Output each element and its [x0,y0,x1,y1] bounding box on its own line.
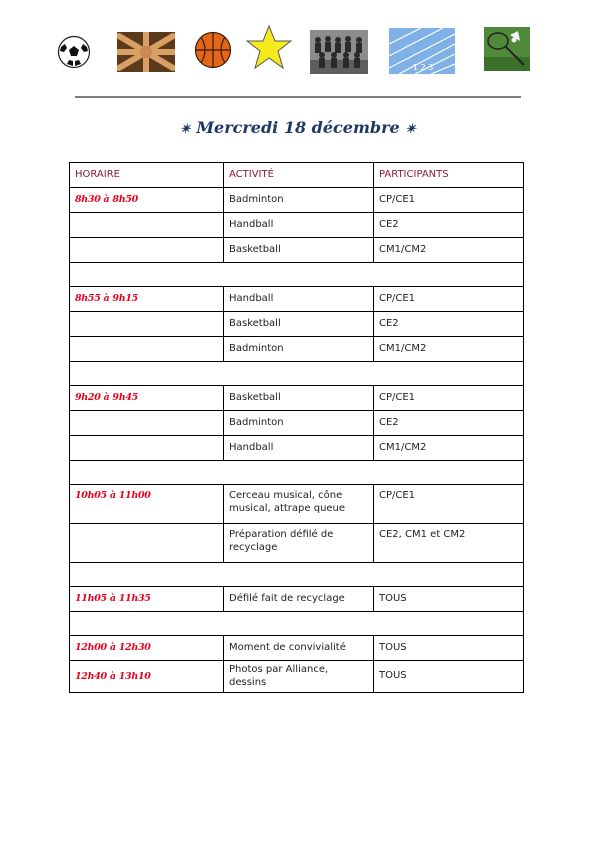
svg-text:1 2 3: 1 2 3 [413,63,434,72]
participants-cell: CE2 [374,411,524,436]
activity-cell: Basketball [224,238,374,263]
star-icon [245,24,293,70]
participants-cell: CE2, CM1 et CM2 [374,524,524,563]
participants-cell: TOUS [374,587,524,612]
basketball-icon [194,31,232,69]
table-row [70,636,524,661]
table-row [70,436,524,461]
activity-cell: Handball [224,287,374,312]
time-cell: 12h40 à 13h10 [70,661,224,693]
spacer-cell [70,263,524,287]
schedule-table [69,162,524,693]
time-cell [70,524,224,563]
table-row [70,312,524,337]
table-row [70,411,524,436]
header-icons [0,0,596,90]
table-row [70,238,524,263]
time-cell: 9h20 à 9h45 [70,386,224,411]
participants-cell: CM1/CM2 [374,337,524,362]
team-photo-icon [310,30,368,74]
participants-cell: CM1/CM2 [374,238,524,263]
activity-cell: Badminton [224,337,374,362]
activity-cell: Badminton [224,188,374,213]
activity-cell: Cerceau musical, cône musical, attrape queue [224,485,374,524]
page-title [0,118,596,137]
activity-cell: Défilé fait de recyclage [224,587,374,612]
activity-cell: Moment de convivialité [224,636,374,661]
activity-cell: Badminton [224,411,374,436]
time-cell [70,337,224,362]
header-activite: ACTIVITÉ [224,163,374,188]
table-row [70,485,524,524]
spacer-row [70,461,524,485]
spacer-cell [70,612,524,636]
time-cell: 8h55 à 9h15 [70,287,224,312]
activity-cell: Basketball [224,312,374,337]
time-cell: 8h30 à 8h50 [70,188,224,213]
table-header-row [70,163,524,188]
table-row [70,213,524,238]
title-star-right-icon: ✴ [405,122,417,137]
badminton-icon [484,27,530,71]
participants-cell: CP/CE1 [374,386,524,411]
table-row [70,524,524,563]
participants-cell: TOUS [374,636,524,661]
participants-cell: CM1/CM2 [374,436,524,461]
header-horaire: HORAIRE [70,163,224,188]
table-row [70,386,524,411]
participants-cell: CE2 [374,213,524,238]
table-row [70,587,524,612]
header-divider [75,96,521,98]
activity-cell: Préparation défilé de recyclage [224,524,374,563]
activity-cell: Basketball [224,386,374,411]
participants-cell: CE2 [374,312,524,337]
table-row [70,287,524,312]
table-row [70,337,524,362]
activity-cell: Handball [224,436,374,461]
participants-cell: CP/CE1 [374,287,524,312]
spacer-row [70,362,524,386]
time-cell: 10h05 à 11h00 [70,485,224,524]
spacer-cell [70,362,524,386]
table-row [70,661,524,693]
header-participants: PARTICIPANTS [374,163,524,188]
soccer-ball-icon [57,35,91,69]
spacer-row [70,612,524,636]
running-track-icon [389,28,455,74]
time-cell [70,213,224,238]
participants-cell: TOUS [374,661,524,693]
spacer-cell [70,461,524,485]
time-cell: 11h05 à 11h35 [70,587,224,612]
time-cell [70,312,224,337]
activity-cell: Handball [224,213,374,238]
time-cell [70,436,224,461]
spacer-row [70,563,524,587]
participants-cell: CP/CE1 [374,485,524,524]
title-star-left-icon: ✴ [179,122,191,137]
time-cell [70,411,224,436]
title-text: Mercredi 18 décembre [196,118,400,137]
activity-cell: Photos par Alliance, dessins [224,661,374,693]
time-cell: 12h00 à 12h30 [70,636,224,661]
spacer-row [70,263,524,287]
spacer-cell [70,563,524,587]
time-cell [70,238,224,263]
participants-cell: CP/CE1 [374,188,524,213]
table-row [70,188,524,213]
team-hands-icon [117,32,175,72]
